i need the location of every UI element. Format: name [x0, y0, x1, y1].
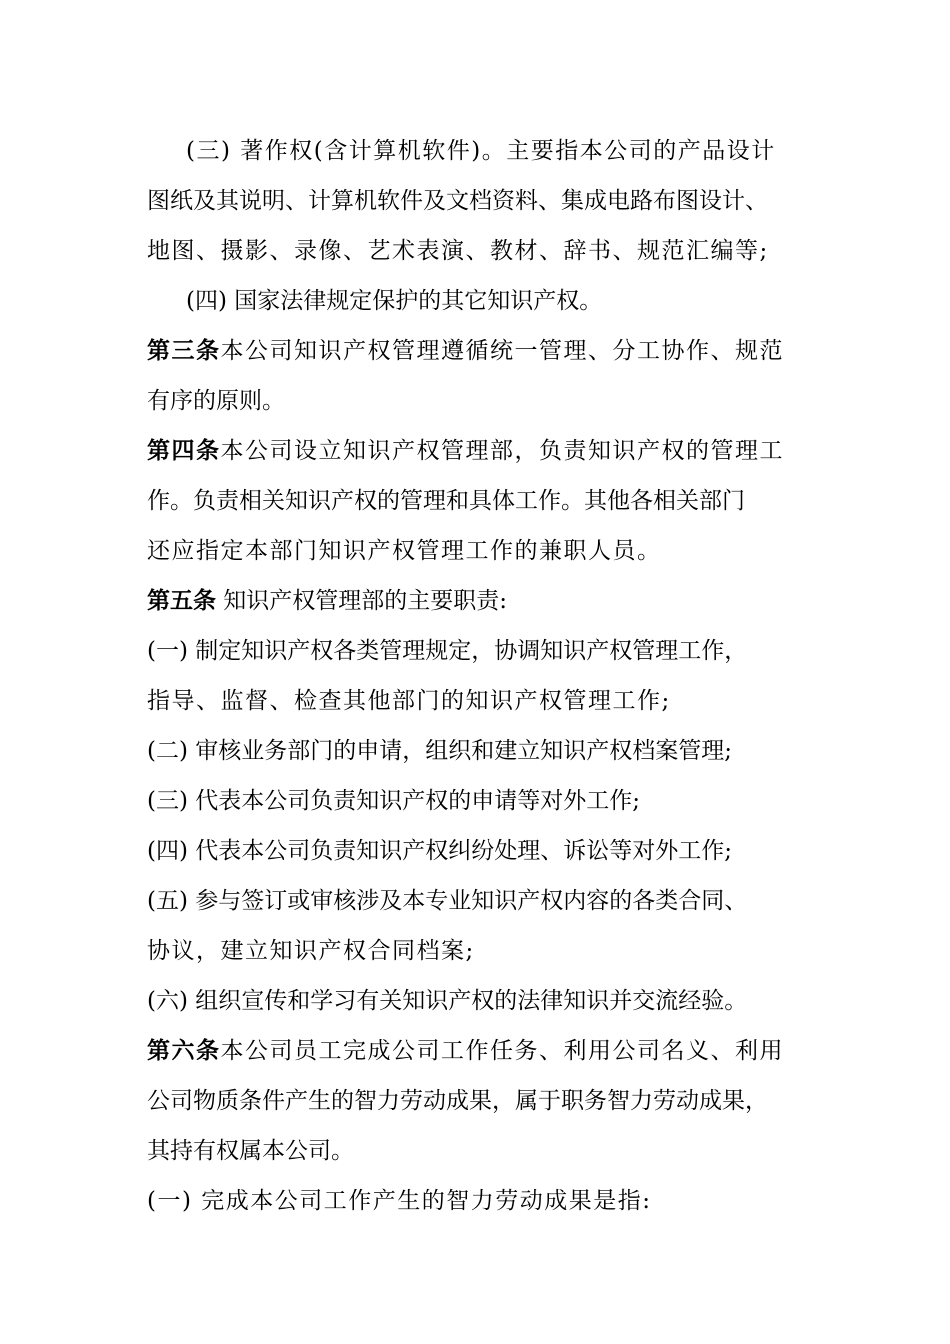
text-line: 地图、摄影、录像、艺术表演、教材、辞书、规范汇编等; — [147, 238, 769, 264]
article-paragraph — [147, 1031, 827, 1071]
article-label: 第五条 — [147, 588, 216, 614]
text-line: 有序的原则。 — [147, 388, 285, 414]
text-line: 公司物质条件产生的智力劳动成果，属于职务智力劳动成果， — [147, 1088, 768, 1114]
text-line: (二) 审核业务部门的申请，组织和建立知识产权档案管理; — [147, 738, 733, 764]
text-segment: 本公司知识产权管理遵循统一管理、分工协作、规范 — [220, 338, 784, 364]
text-line: 还应指定本部门知识产权管理工作的兼职人员。 — [147, 538, 662, 564]
text-line: (一) 完成本公司工作产生的智力劳动成果是指: — [147, 1188, 652, 1214]
article-paragraph — [147, 581, 827, 621]
text-line: (四) 国家法律规定保护的其它知识产权。 — [186, 288, 603, 314]
article-paragraph — [147, 431, 827, 471]
text-line: (五) 参与签订或审核涉及本专业知识产权内容的各类合同、 — [147, 888, 748, 914]
text-line: 协议，建立知识产权合同档案; — [147, 938, 475, 964]
article-label: 第三条 — [147, 338, 221, 364]
article-label: 第四条 — [147, 438, 221, 464]
text-line: 作。负责相关知识产权的管理和具体工作。其他各相关部门 — [147, 488, 745, 514]
text-line: (三) 代表本公司负责知识产权的申请等对外工作; — [147, 788, 641, 814]
text-line: 其持有权属本公司。 — [147, 1138, 354, 1164]
text-segment: 本公司设立知识产权管理部，负责知识产权的管理工 — [220, 438, 784, 464]
text-line: (三) 著作权(含计算机软件)。主要指本公司的产品设计 — [186, 138, 776, 164]
article-label: 第六条 — [147, 1038, 221, 1064]
text-segment: 知识产权管理部的主要职责: — [216, 588, 508, 614]
article-paragraph — [147, 331, 827, 371]
text-line: 图纸及其说明、计算机软件及文档资料、集成电路布图设计、 — [147, 188, 768, 214]
text-line: (四) 代表本公司负责知识产权纠纷处理、诉讼等对外工作; — [147, 838, 733, 864]
text-line: 指导、监督、检查其他部门的知识产权管理工作; — [147, 688, 671, 714]
text-line: (一) 制定知识产权各类管理规定，协调知识产权管理工作， — [147, 638, 748, 664]
text-line: (六) 组织宣传和学习有关知识产权的法律知识并交流经验。 — [147, 988, 748, 1014]
text-segment: 本公司员工完成公司工作任务、利用公司名义、利用 — [220, 1038, 784, 1064]
